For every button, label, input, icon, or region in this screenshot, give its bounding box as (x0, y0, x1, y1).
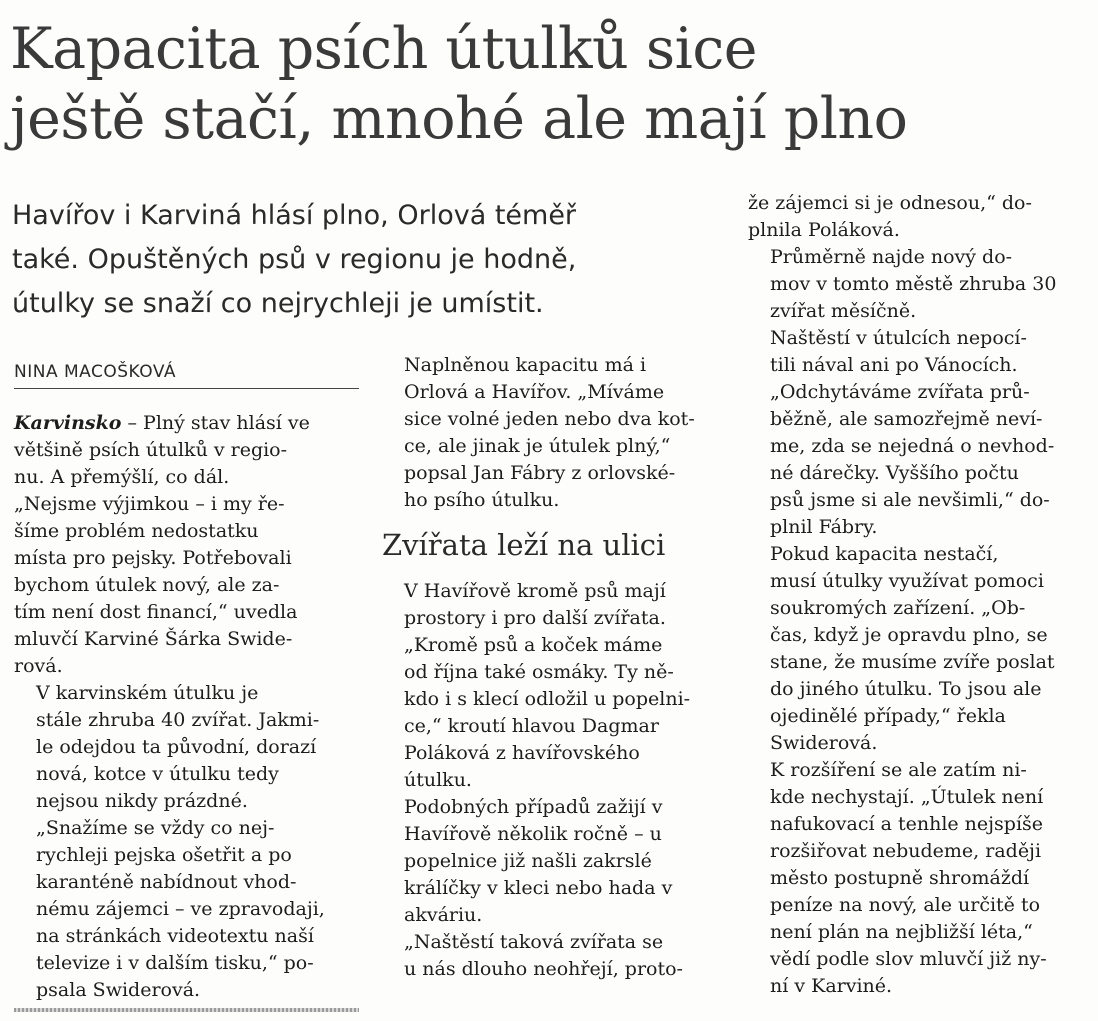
text-line: Naplněnou kapacitu má i (404, 354, 647, 376)
text-line: kde nechystají. „Útulek není (770, 786, 1044, 808)
text-line: kdo i s klecí odložil u popelni- (404, 688, 691, 710)
bottom-divider (14, 1008, 359, 1012)
lead-paragraph (12, 194, 712, 326)
paragraph (748, 541, 1088, 757)
text-line: vědí podle slov mluvčí již ny- (770, 948, 1047, 970)
text-line: „Snažíme se vždy co nej- (36, 817, 275, 839)
text-line: Pokud kapacita nestačí, (770, 543, 999, 565)
text-line: bychom útulek nový, ale za- (14, 574, 280, 596)
paragraph (748, 244, 1088, 325)
text-fragment: – Plný stav hlásí ve (121, 412, 310, 434)
text-line: nu. A přemýšlí, co dál. (14, 466, 230, 488)
paragraph (382, 352, 722, 514)
text-line: zvířat měsíčně. (770, 300, 917, 322)
text-line: Průměrně najde nový do- (770, 246, 1013, 268)
text-line: útulku. (404, 769, 472, 791)
text-line: le odejdou ta původní, dorazí (36, 736, 317, 758)
text-line: běžně, ale samozřejmě neví- (770, 408, 1043, 430)
text-line: prostory i pro další zvířata. (404, 607, 666, 629)
dateline-place: Karvinsko (14, 412, 122, 434)
text-line: tili nával ani po Vánocích. (770, 354, 1018, 376)
text-line: Swiderová. (770, 732, 878, 754)
text-line: nová, kotce v útulku tedy (36, 763, 279, 785)
text-line: Podobných případů zažijí v (404, 796, 663, 818)
text-line: „Nejsme výjimkou – i my ře- (14, 493, 285, 515)
text-line: peníze na nový, ale určitě to (770, 894, 1041, 916)
text-line: me, zda se nejedná o nevhod- (770, 435, 1055, 457)
text-line: Poláková z havířovského (404, 742, 640, 764)
text-line: králíčky v kleci nebo hada v (404, 877, 673, 899)
text-line: psala Swiderová. (36, 979, 201, 1001)
text-line: karanténě nabídnout vhod- (36, 871, 297, 893)
paragraph (382, 578, 722, 632)
text-line: stane, že musíme zvíře poslat (770, 651, 1055, 673)
subheading: Zvířata leží na ulici (382, 528, 666, 562)
lead-line: Havířov i Karviná hlásí plno, Orlová téměř (12, 200, 577, 231)
text-line: popsal Jan Fábry z orlovské- (404, 462, 676, 484)
text-line: město postupně shromáždí (770, 867, 1030, 889)
text-line: od října také osmáky. Ty ně- (404, 661, 674, 683)
text-line: popelnice již našli zakrslé (404, 850, 652, 872)
text-line (14, 410, 359, 437)
paragraph (748, 757, 1088, 1000)
paragraph (748, 325, 1088, 541)
text-line: ní v Karviné. (770, 975, 893, 997)
text-line: V Havířově kromě psů mají (404, 580, 666, 602)
paragraph (382, 632, 722, 794)
text-line: Naštěstí v útulcích nepocí- (770, 327, 1027, 349)
paragraph (382, 929, 722, 983)
text-line: ce, ale jinak je útulek plný,“ (404, 435, 671, 457)
article-column-3 (748, 190, 1088, 1000)
text-line: rychleji pejska ošetřit a po (36, 844, 292, 866)
text-line: mluvčí Karviné Šárka Swide- (14, 628, 293, 650)
text-line: né dárečky. Vyššího počtu (770, 462, 1019, 484)
text-line: rová. (14, 655, 63, 677)
article-column-2 (382, 352, 722, 983)
text-line: nafukovací a tenhle nejspíše (770, 813, 1044, 835)
text-line: ojedinělé případy,“ řekla (770, 705, 1006, 727)
text-line: K rozšíření se ale zatím ni- (770, 759, 1027, 781)
text-line: akváriu. (404, 904, 483, 926)
text-line: mov v tomto městě zhruba 30 (770, 273, 1057, 295)
paragraph (382, 794, 722, 929)
text-line: čas, když je opravdu plno, se (770, 624, 1048, 646)
text-line: Havířově několik ročně – u (404, 823, 662, 845)
text-line: plnil Fábry. (770, 516, 878, 538)
article-column-1 (14, 410, 359, 1004)
text-line: televize i v dalším tisku,“ po- (36, 952, 314, 974)
text-line: V karvinském útulku je (36, 682, 259, 704)
headline-line: ještě stačí, mnohé ale mají plno (10, 86, 908, 152)
text-line: plnila Poláková. (748, 219, 900, 241)
lead-line: útulky se snaží co nejrychleji je umístit. (12, 288, 544, 319)
text-line: sice volné jeden nebo dva kot- (404, 408, 695, 430)
text-line: místa pro pejsky. Potřebovali (14, 547, 292, 569)
headline-line: Kapacita psích útulků sice (10, 16, 757, 82)
text-line: že zájemci si je odnesou,“ do- (748, 192, 1032, 214)
text-line: u nás dlouho neohřejí, proto- (404, 958, 683, 980)
text-line: „Naštěstí taková zvířata se (404, 931, 664, 953)
headline (10, 14, 1090, 154)
text-line: tím není dost financí,“ uvedla (14, 601, 298, 623)
text-line: rozšiřovat nebudeme, raději (770, 840, 1042, 862)
text-line: ho psího útulku. (404, 489, 560, 511)
text-line: nému zájemci – ve zpravodaji, (36, 898, 325, 920)
text-line: soukromých zařízení. „Ob- (770, 597, 1026, 619)
lead-line: také. Opuštěných psů v regionu je hodně, (12, 244, 577, 275)
paragraph (14, 680, 359, 815)
text-line: šíme problém nedostatku (14, 520, 259, 542)
text-line: psů jsme si ale nevšimli,“ do- (770, 489, 1050, 511)
paragraph (14, 410, 359, 680)
text-line: Orlová a Havířov. „Míváme (404, 381, 665, 403)
paragraph (14, 815, 359, 1004)
author-byline: NINA MACOŠKOVÁ (14, 362, 176, 382)
byline-divider (14, 388, 359, 389)
text-line: stále zhruba 40 zvířat. Jakmi- (36, 709, 320, 731)
text-line: není plán na nejbližší léta,“ (770, 921, 1033, 943)
paragraph (748, 190, 1088, 244)
text-line: nejsou nikdy prázdné. (36, 790, 248, 812)
text-line: „Kromě psů a koček máme (404, 634, 663, 656)
text-line: „Odchytáváme zvířata prů- (770, 381, 1030, 403)
text-line: ce,“ kroutí hlavou Dagmar (404, 715, 659, 737)
text-line: do jiného útulku. To jsou ale (770, 678, 1042, 700)
text-line: na stránkách videotextu naší (36, 925, 314, 947)
text-line: musí útulky využívat pomoci (770, 570, 1044, 592)
text-line: většině psích útulků v regio- (14, 439, 288, 461)
